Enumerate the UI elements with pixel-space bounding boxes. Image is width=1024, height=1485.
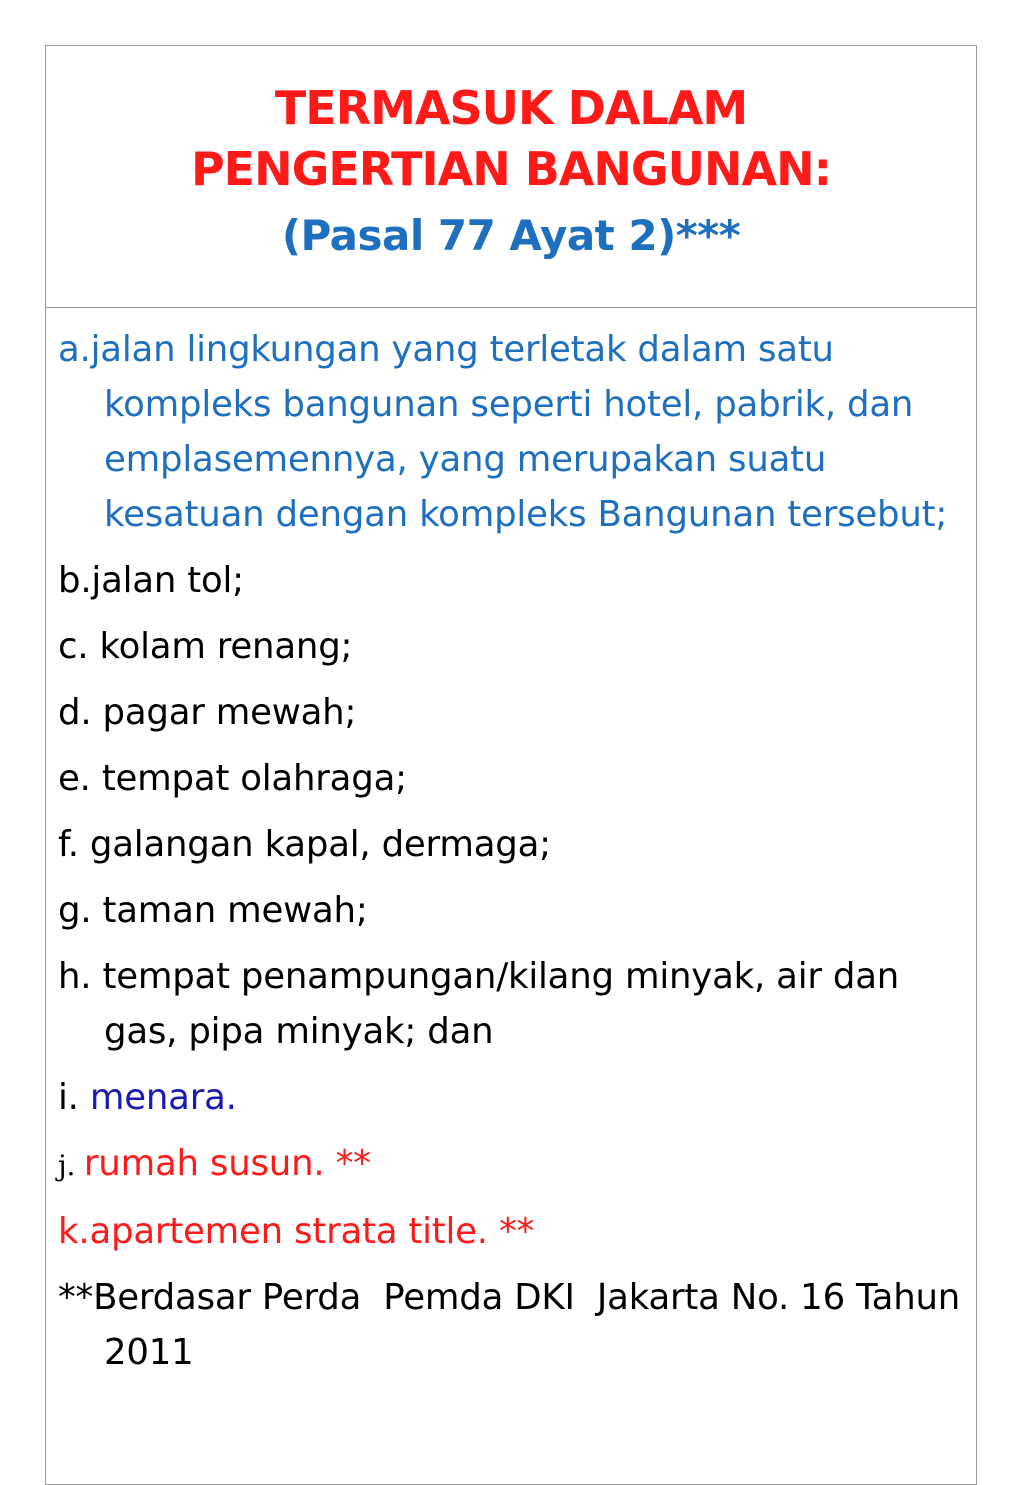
item-marker: d. bbox=[58, 692, 103, 733]
footnote-marker: ** bbox=[58, 1277, 94, 1318]
item-marker: h. bbox=[58, 956, 103, 997]
item-marker: c. bbox=[58, 626, 100, 667]
list-item-e bbox=[58, 751, 976, 806]
item-text: apartemen strata title. ** bbox=[89, 1211, 535, 1252]
item-marker: g. bbox=[58, 890, 103, 931]
list-item-k bbox=[58, 1204, 976, 1259]
item-text: galangan kapal, dermaga; bbox=[89, 824, 551, 865]
item-text: taman mewah; bbox=[102, 890, 368, 931]
list-item-c bbox=[58, 619, 976, 674]
item-text: kolam renang; bbox=[99, 626, 353, 667]
item-text: rumah susun. ** bbox=[83, 1143, 371, 1184]
list-item-a bbox=[58, 322, 976, 542]
list-item-d bbox=[58, 685, 976, 740]
item-text: tempat penampungan/kilang minyak, air dan gas, pipa minyak; dan bbox=[102, 956, 900, 1052]
item-marker: e. bbox=[58, 758, 102, 799]
list-item-b bbox=[58, 553, 976, 608]
item-marker: f. bbox=[58, 824, 90, 865]
item-list bbox=[46, 308, 976, 1380]
footnote bbox=[58, 1270, 976, 1380]
item-text: jalan lingkungan yang terletak dalam satu kompleks bangunan seperti hotel, pabrik, dan emplasemennya, yang merupakan suatu kesatuan dengan kompleks Bangunan tersebut; bbox=[90, 329, 948, 535]
header-section bbox=[46, 46, 976, 308]
list-item-h bbox=[58, 949, 976, 1059]
item-text: pagar mewah; bbox=[102, 692, 357, 733]
item-marker: i. bbox=[58, 1077, 90, 1118]
title-line-2: PENGERTIAN BANGUNAN: bbox=[190, 142, 832, 196]
item-text: menara. bbox=[89, 1077, 237, 1118]
list-item-i bbox=[58, 1070, 976, 1125]
document-frame bbox=[45, 45, 977, 1485]
footnote-text: Berdasar Perda Pemda DKI Jakarta No. 16 Tahun 2011 bbox=[93, 1277, 972, 1373]
item-marker: a. bbox=[58, 329, 91, 370]
item-text: jalan tol; bbox=[91, 560, 244, 601]
subtitle: (Pasal 77 Ayat 2)*** bbox=[281, 211, 741, 260]
item-marker: b. bbox=[58, 560, 92, 601]
title-line-1: TERMASUK DALAM bbox=[274, 81, 748, 135]
item-text: tempat olahraga; bbox=[101, 758, 407, 799]
item-marker: j. bbox=[58, 1149, 84, 1182]
list-item-j bbox=[58, 1136, 976, 1193]
list-item-g bbox=[58, 883, 976, 938]
item-marker: k. bbox=[58, 1211, 90, 1252]
list-item-f bbox=[58, 817, 976, 872]
